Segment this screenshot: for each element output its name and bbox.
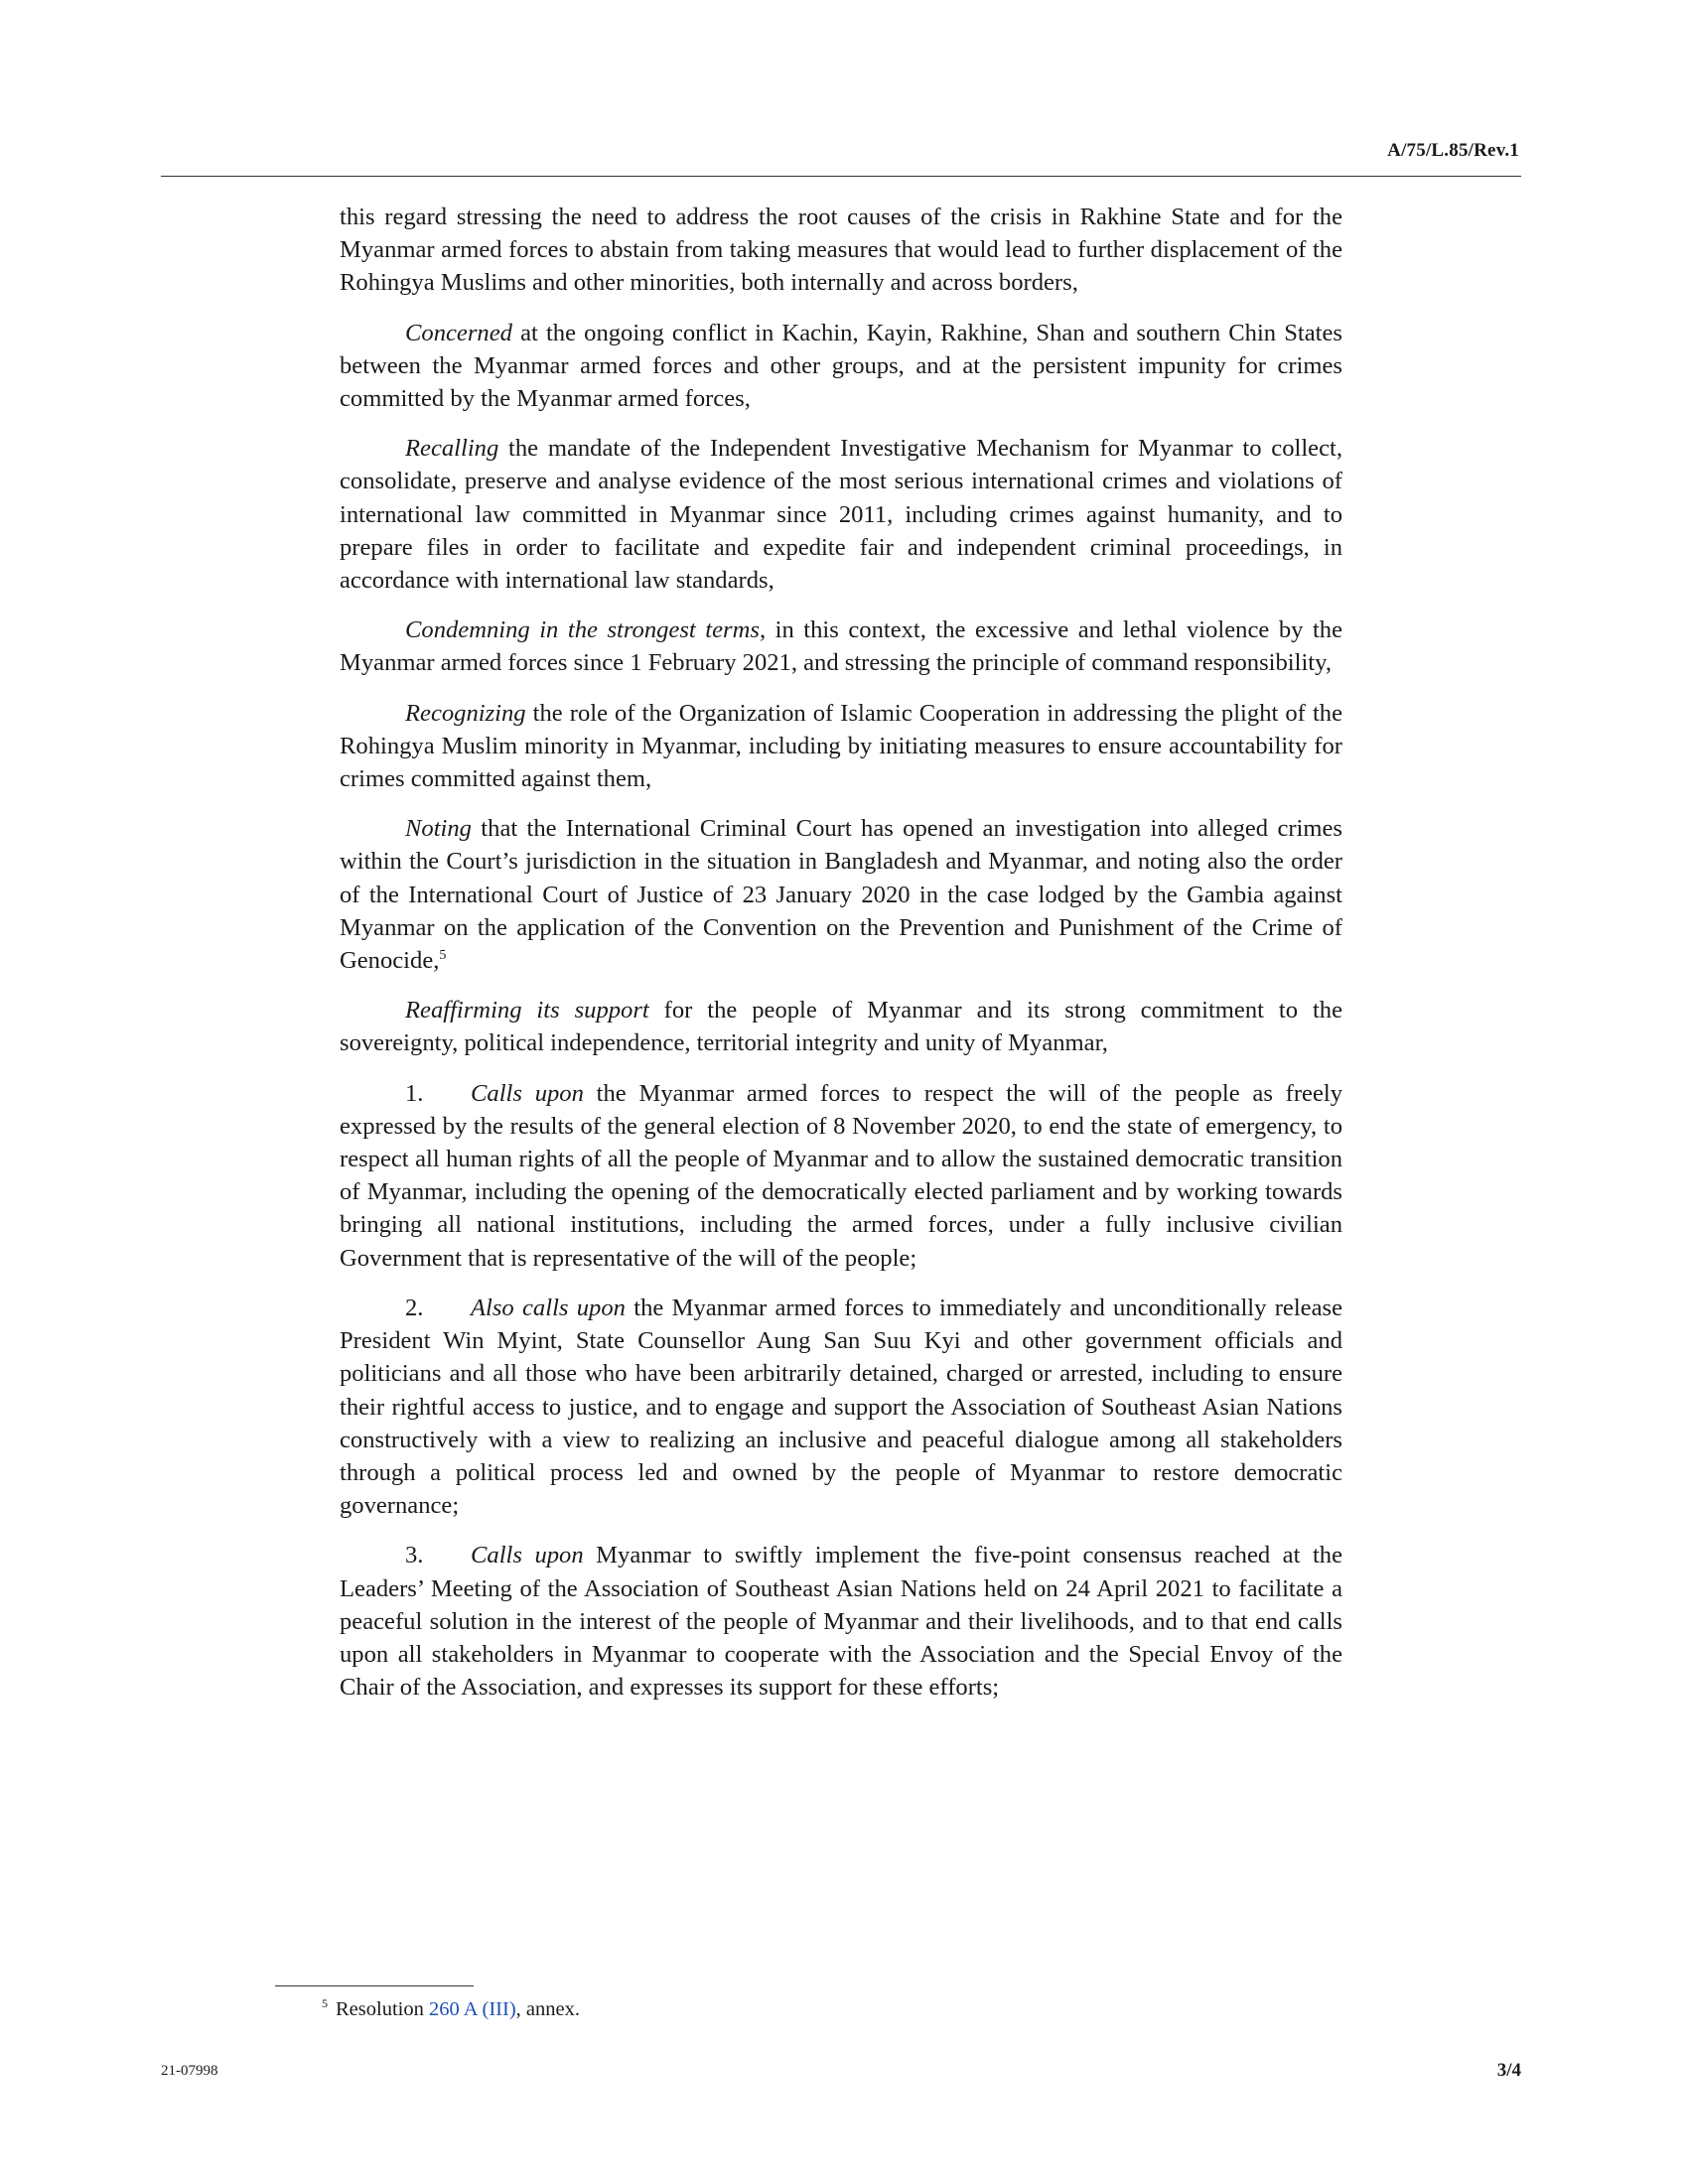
paragraph-continuation (340, 201, 1342, 300)
body-text (340, 201, 1342, 1720)
preamble-lead: Condemning in the strongest terms (405, 616, 760, 644)
operative-paragraph (340, 1539, 1342, 1704)
preamble-paragraph (340, 812, 1342, 977)
preamble-paragraph (340, 994, 1342, 1059)
preamble-lead: Recognizing (405, 699, 526, 727)
footnote-suffix: , annex. (515, 1998, 580, 2020)
operative-lead: Also calls upon (471, 1294, 626, 1321)
preamble-paragraph (340, 614, 1342, 679)
preamble-lead: Reaffirming its support (405, 997, 649, 1024)
paragraph-text: the mandate of the Independent Investigative Mechanism for Myanmar to collect, consolidate, preserve and analyse evidence of the most serious international crimes and violations of international law committed in Myanmar since 2011, including crimes against humanity, and to prepare files in order to facilitate and expedite fair and independent criminal proceedings, in accordance with international law standards, (340, 435, 1342, 595)
operative-lead: Calls upon (471, 1542, 584, 1570)
footnote-reference[interactable]: 5 (439, 947, 447, 963)
paragraph-text: this regard stressing the need to address the root causes of the crisis in Rakhine State and for the Myanmar armed forces to abstain from taking measures that would lead to further displacement of the Rohingya Muslims and other minorities, both internally and across borders, (340, 204, 1342, 297)
preamble-lead: Concerned (405, 319, 512, 346)
paragraph-number: 3. (405, 1542, 424, 1570)
operative-lead: Calls upon (471, 1079, 584, 1107)
footnote-number: 5 (322, 1996, 328, 2011)
paragraph-text: , in this context, the excessive and lethal violence by the Myanmar armed forces since 1 February 2021, and stressing the principle of command responsibility, (340, 616, 1342, 677)
preamble-lead: Noting (405, 815, 472, 843)
paragraph-text: that the International Criminal Court has opened an investigation into alleged crimes within the Court’s jurisdiction in the situation in Bangladesh and Myanmar, and noting also the order of the International Court of Justice of 23 January 2020 in the case lodged by the Gambia against Myanmar on the application of the Convention on the Prevention and Punishment of the Crime of Genocide, (340, 815, 1342, 975)
paragraph-number: 2. (405, 1294, 424, 1321)
operative-paragraph (340, 1292, 1342, 1522)
job-number: 21-07998 (161, 2063, 218, 2079)
header-rule (161, 176, 1521, 177)
preamble-paragraph (340, 317, 1342, 416)
footnote-separator (275, 1985, 474, 1986)
paragraph-text: the Myanmar armed forces to respect the will of the people as freely expressed by the results of the general election of 8 November 2020, to end the state of emergency, to respect all human rights of all the people of Myanmar and to allow the sustained democratic transition of Myanmar, including the opening of the democratically elected parliament and by working towards bringing all national institutions, including the armed forces, under a fully inclusive civilian Government that is representative of the will of the people; (340, 1079, 1342, 1272)
paragraph-text: the role of the Organization of Islamic Cooperation in addressing the plight of the Rohingya Muslim minority in Myanmar, including by initiating measures to ensure accountability for crimes committed against them, (340, 699, 1342, 793)
paragraph-text: at the ongoing conflict in Kachin, Kayin, Rakhine, Shan and southern Chin States between the Myanmar armed forces and other groups, and at the persistent impunity for crimes committed by the Myanmar armed forces, (340, 319, 1342, 413)
preamble-paragraph (340, 697, 1342, 796)
page-number: 3/4 (1496, 2060, 1521, 2081)
document-symbol: A/75/L.85/Rev.1 (1387, 140, 1519, 161)
preamble-paragraph (340, 432, 1342, 597)
resolution-link[interactable]: 260 A (III) (428, 1998, 516, 2020)
paragraph-text: Myanmar to swiftly implement the five-point consensus reached at the Leaders’ Meeting of the Association of Southeast Asian Nations held on 24 April 2021 to facilitate a peaceful solution in the interest of the people of Myanmar and their livelihoods, and to that end calls upon all stakeholders in Myanmar to cooperate with the Association and the Special Envoy of the Chair of the Association, and expresses its support for these efforts; (340, 1542, 1342, 1702)
paragraph-number: 1. (405, 1079, 424, 1107)
footnote-prefix: Resolution (336, 1998, 429, 2020)
operative-paragraph (340, 1077, 1342, 1275)
paragraph-text: the Myanmar armed forces to immediately and unconditionally release President Win Myint, State Counsellor Aung San Suu Kyi and other government officials and politicians and all those who have been arbitrarily detained, charged or arrested, including to ensure their rightful access to justice, and to engage and support the Association of Southeast Asian Nations constructively with a view to realizing an inclusive and peaceful dialogue among all stakeholders through a political process led and owned by the people of Myanmar to restore democratic governance; (340, 1294, 1342, 1520)
paragraph-text: for the people of Myanmar and its strong commitment to the sovereignty, political independence, territorial integrity and unity of Myanmar, (340, 997, 1342, 1057)
preamble-lead: Recalling (405, 435, 499, 463)
footnote (322, 1995, 580, 2023)
